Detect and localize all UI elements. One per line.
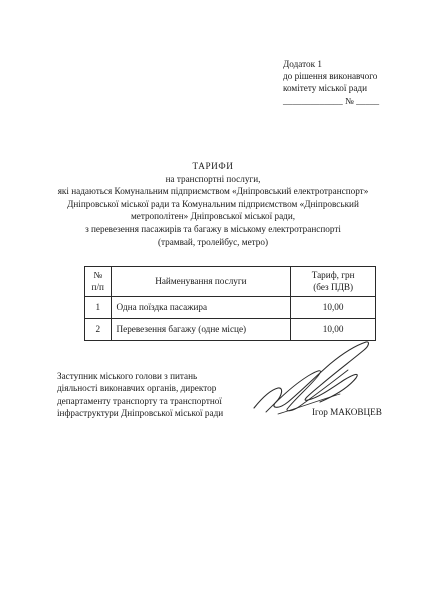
position-line: департаменту транспорту та транспортної	[57, 395, 222, 406]
tariffs-table	[84, 266, 376, 341]
row-tariff: 10,00	[291, 319, 376, 341]
annex-number-line: _____________ № _____	[283, 95, 380, 106]
signatory-name: Ігор МАКОВЦЕВ	[312, 407, 382, 417]
table-header-row	[85, 267, 376, 297]
title-line: метрополітен» Дніпровської міської ради,	[130, 211, 296, 222]
table-row	[85, 297, 376, 319]
header-number	[85, 267, 112, 297]
position-line: Заступник міського голови з питань	[57, 371, 198, 381]
row-number: 1	[85, 297, 112, 319]
header-tariff-line: (без ПДВ)	[313, 281, 354, 292]
position-line: інфраструктури Дніпровської міської ради	[57, 408, 224, 419]
title-line: на транспортні послуги,	[165, 173, 261, 184]
header-tariff	[291, 267, 376, 297]
document-title: ТАРИФИ	[192, 161, 234, 171]
title-line: з перевезення пасажирів та багажу в міському електротранспорті	[85, 223, 341, 234]
row-number: 2	[85, 319, 112, 341]
row-service-name: Одна поїздка пасажира	[111, 297, 291, 319]
handwritten-signature	[248, 338, 378, 418]
annex-line: до рішення виконавчого	[283, 71, 378, 82]
signature-stroke	[266, 370, 348, 412]
title-line: Дніпровської міської ради та Комунальним підприємством «Дніпровський	[67, 198, 359, 209]
position-line: діяльності виконавчих органів, директор	[57, 383, 217, 394]
annex-header	[283, 58, 379, 107]
row-tariff: 10,00	[291, 297, 376, 319]
title-line: які надаються Комунальним підприємством «Дніпровський електротранспорт»	[57, 186, 369, 197]
signatory-position	[57, 370, 223, 420]
header-tariff-line: Тариф, грн	[311, 270, 355, 281]
header-number-line: №	[93, 270, 103, 281]
row-service-name: Перевезення багажу (одне місце)	[111, 319, 291, 341]
document-title-block	[40, 160, 386, 248]
title-line: (трамвай, тролейбус, метро)	[157, 236, 269, 247]
header-service-name: Найменування послуги	[111, 267, 291, 297]
annex-line: комітету міської ради	[283, 83, 367, 94]
header-number-line: п/п	[91, 281, 104, 292]
annex-line: Додаток 1	[283, 59, 322, 69]
